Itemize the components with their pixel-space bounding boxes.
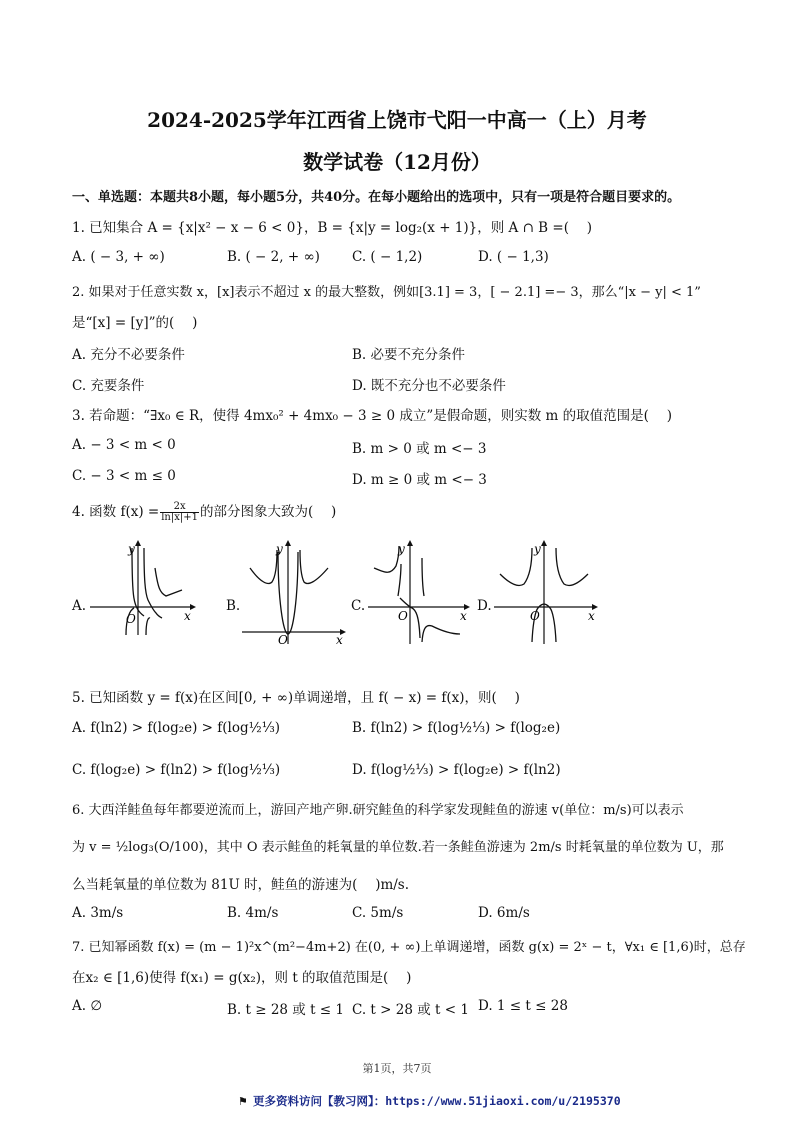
q4-graph-label-d: D. bbox=[477, 598, 492, 614]
q4-graph-a-origin: O bbox=[126, 612, 136, 626]
q7-option-b: B. t ≥ 28 或 t ≤ 1 bbox=[227, 1002, 344, 1018]
q4-graph-c bbox=[364, 538, 474, 648]
q5-option-c: C. f(log₂e) > f(ln2) > f(log½⅓) bbox=[72, 762, 281, 778]
q3-option-d: D. m ≥ 0 或 m <− 3 bbox=[352, 472, 487, 488]
exam-subtitle: 数学试卷（12月份） bbox=[303, 150, 491, 174]
q4-graph-c-x-label: x bbox=[460, 609, 467, 623]
resource-banner[interactable] bbox=[238, 1090, 621, 1109]
q5-stem: 5. 已知函数 y = f(x)在区间[0, + ∞)单调递增，且 f( − x) = f(x)，则( ) bbox=[72, 690, 520, 706]
q2-option-b: B. 必要不充分条件 bbox=[352, 347, 466, 363]
q1-option-b: B. ( − 2, + ∞) bbox=[227, 249, 320, 265]
q4-graph-b-y-label: y bbox=[276, 542, 283, 556]
q5-option-d: D. f(log½⅓) > f(log₂e) > f(ln2) bbox=[352, 762, 561, 778]
q4-graph-a bbox=[86, 538, 196, 638]
q1-stem: 1. 已知集合 A = {x|x² − x − 6 < 0}，B = {x|y = log₂(x + 1)}，则 A ∩ B =( ) bbox=[72, 220, 593, 236]
q7-option-d: D. 1 ≤ t ≤ 28 bbox=[478, 998, 568, 1014]
q6-option-c: C. 5m/s bbox=[352, 905, 404, 921]
exam-title: 2024-2025学年江西省上饶市弋阳一中高一（上）月考 bbox=[147, 108, 647, 132]
q6-option-b: B. 4m/s bbox=[227, 905, 279, 921]
q4-graph-a-x-label: x bbox=[184, 609, 191, 623]
q4-fraction bbox=[160, 502, 199, 523]
q2-option-c: C. 充要条件 bbox=[72, 378, 145, 394]
q4-graph-a-y-label: y bbox=[128, 542, 135, 556]
q3-option-a: A. − 3 < m < 0 bbox=[72, 437, 176, 453]
q5-option-b: B. f(ln2) > f(log½⅓) > f(log₂e) bbox=[352, 720, 561, 736]
q4-graph-label-b: B. bbox=[226, 598, 241, 614]
q4-graph-label-a: A. bbox=[72, 598, 87, 614]
q4-fraction-denominator: ln|x|+1 bbox=[161, 512, 198, 523]
q2-option-a: A. 充分不必要条件 bbox=[72, 347, 185, 363]
q4-graph-d-origin: O bbox=[530, 609, 540, 623]
q4-graph-c-y-label: y bbox=[398, 542, 405, 556]
q1-option-c: C. ( − 1,2) bbox=[352, 249, 423, 265]
section-header: 一、单选题：本题共8小题，每小题5分，共40分。在每小题给出的选项中，只有一项是符合题目要求的。 bbox=[72, 190, 681, 205]
resource-banner-link[interactable]: 更多资料访问【教习网】：https://www.51jiaoxi.com/u/2195370 bbox=[252, 1094, 621, 1108]
q7-option-c: C. t > 28 或 t < 1 bbox=[352, 1002, 469, 1018]
q2-stem-line2: 是“[x] = [y]”的( ) bbox=[72, 315, 198, 331]
q1-option-d: D. ( − 1,3) bbox=[478, 249, 549, 265]
q4-fraction-numerator: 2x bbox=[160, 502, 199, 513]
q2-stem-line1: 2. 如果对于任意实数 x，[x]表示不超过 x 的最大整数，例如[3.1] = 3，[ − 2.1] =− 3，那么“|x − y| < 1” bbox=[72, 285, 701, 300]
q3-option-b: B. m > 0 或 m <− 3 bbox=[352, 441, 487, 457]
q7-stem-line1: 7. 已知幂函数 f(x) = (m − 1)²x^(m²−4m+2) 在(0, + ∞)上单调递增，函数 g(x) = 2ˣ − t，∀x₁ ∈ [1,6)时，总存 bbox=[72, 940, 746, 955]
q4-graph-d bbox=[492, 538, 602, 648]
q2-option-d: D. 既不充分也不必要条件 bbox=[352, 378, 506, 394]
q7-stem-line2: 在x₂ ∈ [1,6)使得 f(x₁) = g(x₂)，则 t 的取值范围是( ) bbox=[72, 970, 412, 986]
q6-stem-line2: 为 v = ½log₃(O/100)，其中 O 表示鲑鱼的耗氧量的单位数.若一条鲑鱼游速为 2m/s 时耗氧量的单位数为 U，那 bbox=[72, 840, 724, 855]
q3-stem: 3. 若命题：“∃x₀ ∈ R，使得 4mx₀² + 4mx₀ − 3 ≥ 0 成立”是假命题，则实数 m 的取值范围是( ) bbox=[72, 408, 672, 424]
q4-graph-b bbox=[240, 538, 350, 648]
q4-stem bbox=[72, 500, 336, 523]
q4-graph-c-origin: O bbox=[398, 609, 408, 623]
q4-graph-b-x-label: x bbox=[336, 633, 343, 647]
q4-graph-d-x-label: x bbox=[588, 609, 595, 623]
q6-stem-line3: 么当耗氧量的单位数为 81U 时，鲑鱼的游速为( )m/s. bbox=[72, 877, 410, 893]
q4-stem-pre: 4. 函数 f(x) = bbox=[72, 504, 160, 520]
q4-graph-d-y-label: y bbox=[534, 542, 541, 556]
q1-option-a: A. ( − 3, + ∞) bbox=[72, 249, 165, 265]
q6-option-d: D. 6m/s bbox=[478, 905, 530, 921]
page-number: 第1页，共7页 bbox=[362, 1062, 432, 1075]
q3-option-c: C. − 3 < m ≤ 0 bbox=[72, 468, 176, 484]
q4-graph-label-c: C. bbox=[351, 598, 366, 614]
flag-icon: ⚑ bbox=[238, 1095, 248, 1108]
q6-stem-line1: 6. 大西洋鲑鱼每年都要逆流而上，游回产地产卵.研究鲑鱼的科学家发现鲑鱼的游速 v(单位：m/s)可以表示 bbox=[72, 803, 684, 818]
q4-graph-b-origin: O bbox=[278, 633, 288, 647]
q7-option-a: A. ∅ bbox=[72, 998, 103, 1014]
q6-option-a: A. 3m/s bbox=[72, 905, 124, 921]
q4-stem-post: 的部分图象大致为( ) bbox=[199, 504, 337, 520]
q5-option-a: A. f(ln2) > f(log₂e) > f(log½⅓) bbox=[72, 720, 281, 736]
